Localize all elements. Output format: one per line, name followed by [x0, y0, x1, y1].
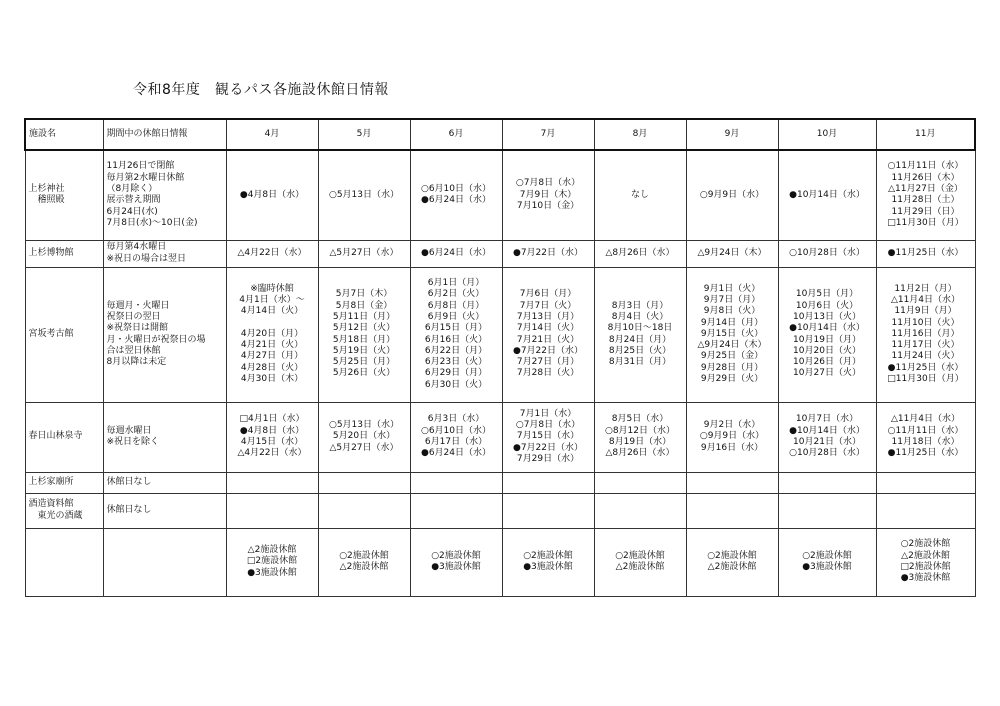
- month-cell-8月: [594, 472, 686, 493]
- cell-line: 上杉神社: [28, 183, 65, 194]
- facility-name: [25, 493, 103, 528]
- cell-line: 10月7日（水）: [795, 414, 859, 425]
- month-cell-9月: [686, 150, 778, 240]
- cell-line: 6月22日（月）: [424, 345, 488, 356]
- month-cell-5月: [318, 267, 410, 402]
- month-cell-5月: [318, 493, 410, 528]
- cell-line: 8月5日（水）: [611, 414, 669, 425]
- month-cell-5月: [318, 150, 410, 240]
- month-cell-11月: [876, 240, 975, 267]
- month-cell-10月: [778, 267, 876, 402]
- cell-line: 11月26日で閉館: [106, 161, 175, 172]
- cell-line: ●7月22日（水）: [512, 345, 584, 356]
- cell-line: 5月12日（火）: [332, 323, 396, 334]
- month-cell-6月: [410, 402, 502, 472]
- cell-line: ○7月8日（水）: [515, 420, 581, 431]
- cell-line: 10月19日（月）: [793, 334, 861, 345]
- cell-line: 7月27日（月）: [516, 357, 580, 368]
- cell-line: 8月19日（水）: [608, 437, 672, 447]
- cell-line: 8月25日（火）: [608, 345, 672, 356]
- cell-line: ○6月10日（水）: [420, 425, 492, 436]
- closure-info: [103, 402, 226, 472]
- cell-line: ●11月25日（水）: [887, 362, 964, 373]
- cell-line: △8月26日（水）: [605, 448, 675, 459]
- cell-line: ○11月11日（水）: [887, 425, 964, 436]
- cell-line: 11月26日（木）: [891, 172, 960, 183]
- closure-info: [103, 493, 226, 528]
- month-cell-8月: [594, 240, 686, 267]
- cell-line: △11月27日（金）: [888, 183, 963, 194]
- row-sake-museum: [25, 493, 975, 528]
- cell-line: ○7月8日（水）: [515, 178, 581, 189]
- closure-info: [103, 267, 226, 402]
- month-cell-6月: [410, 493, 502, 528]
- cell-line: ●3施設休館: [247, 567, 297, 578]
- closure-info: [103, 528, 226, 596]
- cell-line: 5月8日（金）: [335, 300, 393, 311]
- cell-line: 7月8日(水)～10日(金): [106, 217, 198, 228]
- month-cell-9月: [686, 528, 778, 596]
- cell-line: 4月30日（木）: [240, 374, 304, 385]
- month-cell-11月: [876, 472, 975, 493]
- cell-line: 4月1日（水）～: [239, 294, 305, 305]
- cell-line: □2施設休館: [246, 556, 298, 567]
- header-month-9: 9月: [686, 119, 778, 150]
- cell-line: 8月24日（月）: [608, 334, 672, 345]
- month-cell-4月: [226, 240, 318, 267]
- cell-line: 5月26日（火）: [332, 368, 396, 379]
- cell-line: 展示替え期間: [106, 195, 161, 206]
- cell-line: 酒造資料館: [28, 499, 74, 510]
- month-cell-10月: [778, 150, 876, 240]
- cell-line: ●7月22日（水）: [512, 247, 584, 258]
- cell-line: ○2施設休館: [339, 550, 389, 561]
- month-cell-11月: [876, 402, 975, 472]
- cell-line: ○2施設休館: [802, 550, 852, 561]
- cell-line: 6月3日（水）: [427, 414, 485, 425]
- cell-line: 上杉家廟所: [28, 476, 74, 487]
- cell-line: 東光の酒蔵: [28, 510, 83, 521]
- cell-line: 6月23日（火）: [424, 357, 488, 368]
- cell-line: ○9月9日（水）: [699, 189, 765, 200]
- cell-line: 休館日なし: [106, 504, 152, 515]
- month-cell-6月: [410, 528, 502, 596]
- cell-line: ●3施設休館: [802, 562, 852, 572]
- facility-name: [25, 267, 103, 402]
- facility-name: [25, 528, 103, 596]
- month-cell-8月: [594, 402, 686, 472]
- month-cell-4月: [226, 402, 318, 472]
- facility-name: [25, 150, 103, 240]
- month-cell-7月: [502, 267, 594, 402]
- cell-line: ※臨時休館: [250, 283, 294, 294]
- cell-line: 毎週水曜日: [106, 425, 152, 436]
- cell-line: ○5月13日（水）: [328, 189, 400, 200]
- month-cell-4月: [226, 528, 318, 596]
- cell-line: △2施設休館: [247, 545, 297, 556]
- month-cell-10月: [778, 402, 876, 472]
- facility-name: [25, 472, 103, 493]
- cell-line: □4月1日（水）: [239, 414, 305, 425]
- cell-line: 4月28日（火）: [240, 362, 304, 373]
- month-cell-9月: [686, 493, 778, 528]
- cell-line: 11月2日（月）: [894, 283, 957, 294]
- cell-line: 6月2日（火）: [427, 289, 485, 300]
- cell-line: 春日山林泉寺: [28, 431, 83, 442]
- cell-line: △4月22日（水）: [237, 247, 307, 258]
- month-cell-7月: [502, 493, 594, 528]
- cell-line: 7月29日（水）: [516, 453, 580, 464]
- cell-line: 9月2日（水）: [703, 420, 761, 431]
- cell-line: ●3施設休館: [900, 573, 951, 584]
- cell-line: 休館日なし: [106, 476, 152, 487]
- month-cell-11月: [876, 528, 975, 596]
- cell-line: 11月24日（火）: [891, 351, 960, 362]
- cell-line: 毎月第2水曜日休館: [106, 172, 185, 183]
- header-month-5: 5月: [318, 119, 410, 150]
- cell-line: ○8月12日（水）: [604, 425, 676, 436]
- cell-line: 稽照殿: [28, 195, 65, 206]
- cell-line: [227, 318, 318, 329]
- month-cell-4月: [226, 472, 318, 493]
- cell-line: ●11月25日（水）: [887, 448, 964, 459]
- cell-line: ※祝日の場合は翌日: [106, 253, 187, 264]
- cell-line: 9月16日（水）: [700, 442, 764, 453]
- cell-line: △5月27日（水）: [329, 247, 399, 258]
- row-rinsenji-temple: [25, 402, 975, 472]
- cell-line: 合は翌日休館: [106, 345, 161, 356]
- cell-line: 6月8日（月）: [427, 300, 485, 311]
- cell-line: ●4月8日（水）: [239, 189, 305, 200]
- cell-line: △9月24日（木）: [697, 247, 767, 258]
- cell-line: 11月9日（月）: [894, 306, 957, 317]
- closure-info: [103, 150, 226, 240]
- month-cell-9月: [686, 267, 778, 402]
- cell-line: ○2施設休館: [523, 550, 573, 561]
- cell-line: ●11月25日（水）: [887, 247, 964, 258]
- month-cell-6月: [410, 472, 502, 493]
- month-cell-10月: [778, 472, 876, 493]
- cell-line: 11月16日（月）: [891, 328, 960, 339]
- month-cell-10月: [778, 528, 876, 596]
- month-cell-8月: [594, 493, 686, 528]
- cell-line: 5月18日（月）: [332, 334, 396, 345]
- cell-line: △4月22日（水）: [237, 448, 307, 459]
- cell-line: ●10月14日（水）: [789, 189, 865, 200]
- cell-line: 5月25日（月）: [332, 357, 396, 368]
- month-cell-8月: [594, 150, 686, 240]
- header-row: [25, 119, 975, 150]
- month-cell-11月: [876, 267, 975, 402]
- header-info: 期間中の休館日情報: [103, 119, 226, 150]
- cell-line: 11月10日（火）: [891, 317, 960, 328]
- month-cell-6月: [410, 150, 502, 240]
- cell-line: 5月20日（水）: [332, 431, 396, 442]
- month-cell-5月: [318, 240, 410, 267]
- cell-line: 8月4日（火）: [611, 311, 669, 322]
- cell-line: ●7月22日（水）: [512, 442, 584, 453]
- month-cell-10月: [778, 493, 876, 528]
- cell-line: 7月1日（水）: [519, 408, 577, 419]
- month-cell-7月: [502, 528, 594, 596]
- cell-line: 4月14日（火）: [240, 306, 304, 317]
- month-cell-9月: [686, 472, 778, 493]
- month-cell-7月: [502, 472, 594, 493]
- row-uesugi-mausoleum: [25, 472, 975, 493]
- cell-line: 宮坂考古館: [28, 328, 74, 339]
- cell-line: 6月16日（火）: [424, 334, 488, 345]
- facility-name: [25, 402, 103, 472]
- header-month-8: 8月: [594, 119, 686, 150]
- cell-line: 10月21日（水）: [793, 437, 861, 447]
- cell-line: □2施設休館: [900, 562, 951, 572]
- facility-name: [25, 240, 103, 267]
- cell-line: △11月4日（水）: [890, 414, 961, 425]
- cell-line: △5月27日（水）: [329, 442, 399, 453]
- cell-line: 8月10日～18日: [607, 323, 673, 334]
- cell-line: 月・火曜日が祝祭日の場: [106, 334, 206, 345]
- cell-line: ※祝祭日は開館: [106, 323, 169, 334]
- month-cell-4月: [226, 493, 318, 528]
- cell-line: ○6月10日（水）: [420, 183, 492, 194]
- cell-line: 4月21日（火）: [240, 340, 304, 351]
- cell-line: 11月17日（火）: [891, 340, 960, 351]
- cell-line: 祝祭日の翌日: [106, 311, 161, 322]
- cell-line: 7月9日（木）: [519, 189, 577, 200]
- row-summary: [25, 528, 975, 596]
- cell-line: 9月14日（月）: [700, 317, 764, 328]
- cell-line: ●6月24日（水）: [420, 195, 492, 206]
- month-cell-11月: [876, 150, 975, 240]
- cell-line: △11月4日（水）: [890, 294, 961, 305]
- cell-line: ●4月8日（水）: [239, 425, 305, 436]
- cell-line: △9月24日（木）: [697, 340, 767, 351]
- cell-line: 9月8日（火）: [703, 306, 761, 317]
- cell-line: 上杉博物館: [28, 247, 74, 258]
- cell-line: □11月30日（月）: [887, 374, 964, 385]
- cell-line: 6月17日（水）: [424, 437, 488, 447]
- header-month-10: 10月: [778, 119, 876, 150]
- cell-line: △2施設休館: [707, 562, 757, 572]
- cell-line: 5月11日（月）: [332, 311, 396, 322]
- cell-line: 11月29日（日）: [891, 206, 960, 217]
- cell-line: 10月13日（火）: [793, 311, 861, 322]
- cell-line: 11月28日（土）: [891, 195, 960, 206]
- cell-line: 10月26日（月）: [793, 357, 861, 368]
- cell-line: 8月以降は未定: [106, 357, 167, 368]
- cell-line: 5月7日（木）: [335, 289, 393, 300]
- cell-line: 9月28日（月）: [700, 362, 764, 373]
- month-cell-6月: [410, 240, 502, 267]
- cell-line: 9月15日（火）: [700, 328, 764, 339]
- cell-line: 7月14日（火）: [516, 323, 580, 334]
- month-cell-5月: [318, 402, 410, 472]
- cell-line: 11月18日（水）: [891, 437, 960, 447]
- cell-line: 7月15日（水）: [516, 431, 580, 442]
- cell-line: 10月5日（月）: [795, 289, 859, 300]
- cell-line: 4月20日（月）: [240, 328, 304, 339]
- cell-line: 6月30日（火）: [424, 379, 488, 390]
- row-uesugi-shrine: [25, 150, 975, 240]
- month-cell-8月: [594, 528, 686, 596]
- month-cell-11月: [876, 493, 975, 528]
- cell-line: △8月26日（水）: [605, 247, 675, 258]
- cell-line: 9月25日（金）: [700, 351, 764, 362]
- month-cell-4月: [226, 150, 318, 240]
- cell-line: ○2施設休館: [615, 550, 665, 561]
- cell-line: 毎週月・火曜日: [106, 300, 170, 311]
- cell-line: 7月13日（月）: [516, 311, 580, 322]
- cell-line: 7月10日（金）: [516, 200, 580, 211]
- closure-info: [103, 240, 226, 267]
- cell-line: 6月15日（月）: [424, 323, 488, 334]
- month-cell-7月: [502, 150, 594, 240]
- cell-line: ○2施設休館: [900, 539, 951, 550]
- row-uesugi-museum: [25, 240, 975, 267]
- month-cell-7月: [502, 240, 594, 267]
- cell-line: ●3施設休館: [523, 562, 573, 572]
- cell-line: ○9月9日（水）: [699, 431, 765, 442]
- cell-line: 5月19日（火）: [332, 345, 396, 356]
- cell-line: 6月29日（月）: [424, 368, 488, 379]
- cell-line: 10月20日（火）: [793, 345, 861, 356]
- header-facility: 施設名: [25, 119, 103, 150]
- cell-line: □11月30日（月）: [887, 217, 964, 228]
- cell-line: ●10月14日（水）: [789, 425, 865, 436]
- page-title: 令和8年度 観るパス各施設休館日情報: [133, 82, 389, 98]
- cell-line: ○2施設休館: [707, 550, 757, 561]
- cell-line: 7月6日（月）: [519, 289, 577, 300]
- cell-line: 6月24日(水): [106, 206, 158, 217]
- row-miyasaka-museum: [25, 267, 975, 402]
- cell-line: （8月除く）: [106, 183, 158, 194]
- cell-line: 7月28日（火）: [516, 368, 580, 379]
- cell-line: ●6月24日（水）: [420, 247, 492, 258]
- header-month-4: 4月: [226, 119, 318, 150]
- cell-line: ※祝日を除く: [106, 437, 160, 447]
- cell-line: 毎月第4水曜日: [106, 242, 167, 253]
- cell-line: ○10月28日（水）: [789, 448, 865, 459]
- month-cell-4月: [226, 267, 318, 402]
- cell-line: 4月15日（水）: [240, 437, 304, 447]
- cell-line: △2施設休館: [901, 550, 950, 561]
- cell-line: 9月1日（火）: [703, 283, 761, 294]
- cell-line: 9月7日（月）: [703, 294, 761, 305]
- closure-info: [103, 472, 226, 493]
- month-cell-10月: [778, 240, 876, 267]
- cell-line: なし: [630, 189, 649, 200]
- cell-line: △2施設休館: [339, 562, 389, 572]
- cell-line: ●10月14日（水）: [789, 323, 865, 334]
- month-cell-5月: [318, 472, 410, 493]
- cell-line: 8月31日（月）: [608, 357, 672, 368]
- cell-line: 6月1日（月）: [427, 278, 485, 289]
- cell-line: 4月27日（月）: [240, 351, 304, 362]
- closure-table: [24, 118, 976, 597]
- month-cell-7月: [502, 402, 594, 472]
- cell-line: 7月21日（火）: [516, 334, 580, 345]
- month-cell-6月: [410, 267, 502, 402]
- month-cell-9月: [686, 402, 778, 472]
- header-month-7: 7月: [502, 119, 594, 150]
- header-month-11: 11月: [876, 119, 975, 150]
- cell-line: ●6月24日（水）: [420, 448, 492, 459]
- cell-line: 8月3日（月）: [611, 300, 669, 311]
- cell-line: 10月27日（火）: [793, 368, 861, 379]
- cell-line: ○10月28日（水）: [789, 247, 865, 258]
- cell-line: ○2施設休館: [431, 550, 481, 561]
- cell-line: 7月7日（火）: [519, 300, 577, 311]
- month-cell-5月: [318, 528, 410, 596]
- month-cell-9月: [686, 240, 778, 267]
- month-cell-8月: [594, 267, 686, 402]
- cell-line: ○11月11日（水）: [887, 161, 964, 172]
- cell-line: ●3施設休館: [431, 562, 481, 572]
- header-month-6: 6月: [410, 119, 502, 150]
- cell-line: 9月29日（火）: [700, 374, 764, 385]
- cell-line: 10月6日（火）: [795, 300, 859, 311]
- cell-line: ○5月13日（水）: [328, 420, 400, 431]
- cell-line: △2施設休館: [615, 562, 665, 572]
- cell-line: 6月9日（火）: [427, 311, 485, 322]
